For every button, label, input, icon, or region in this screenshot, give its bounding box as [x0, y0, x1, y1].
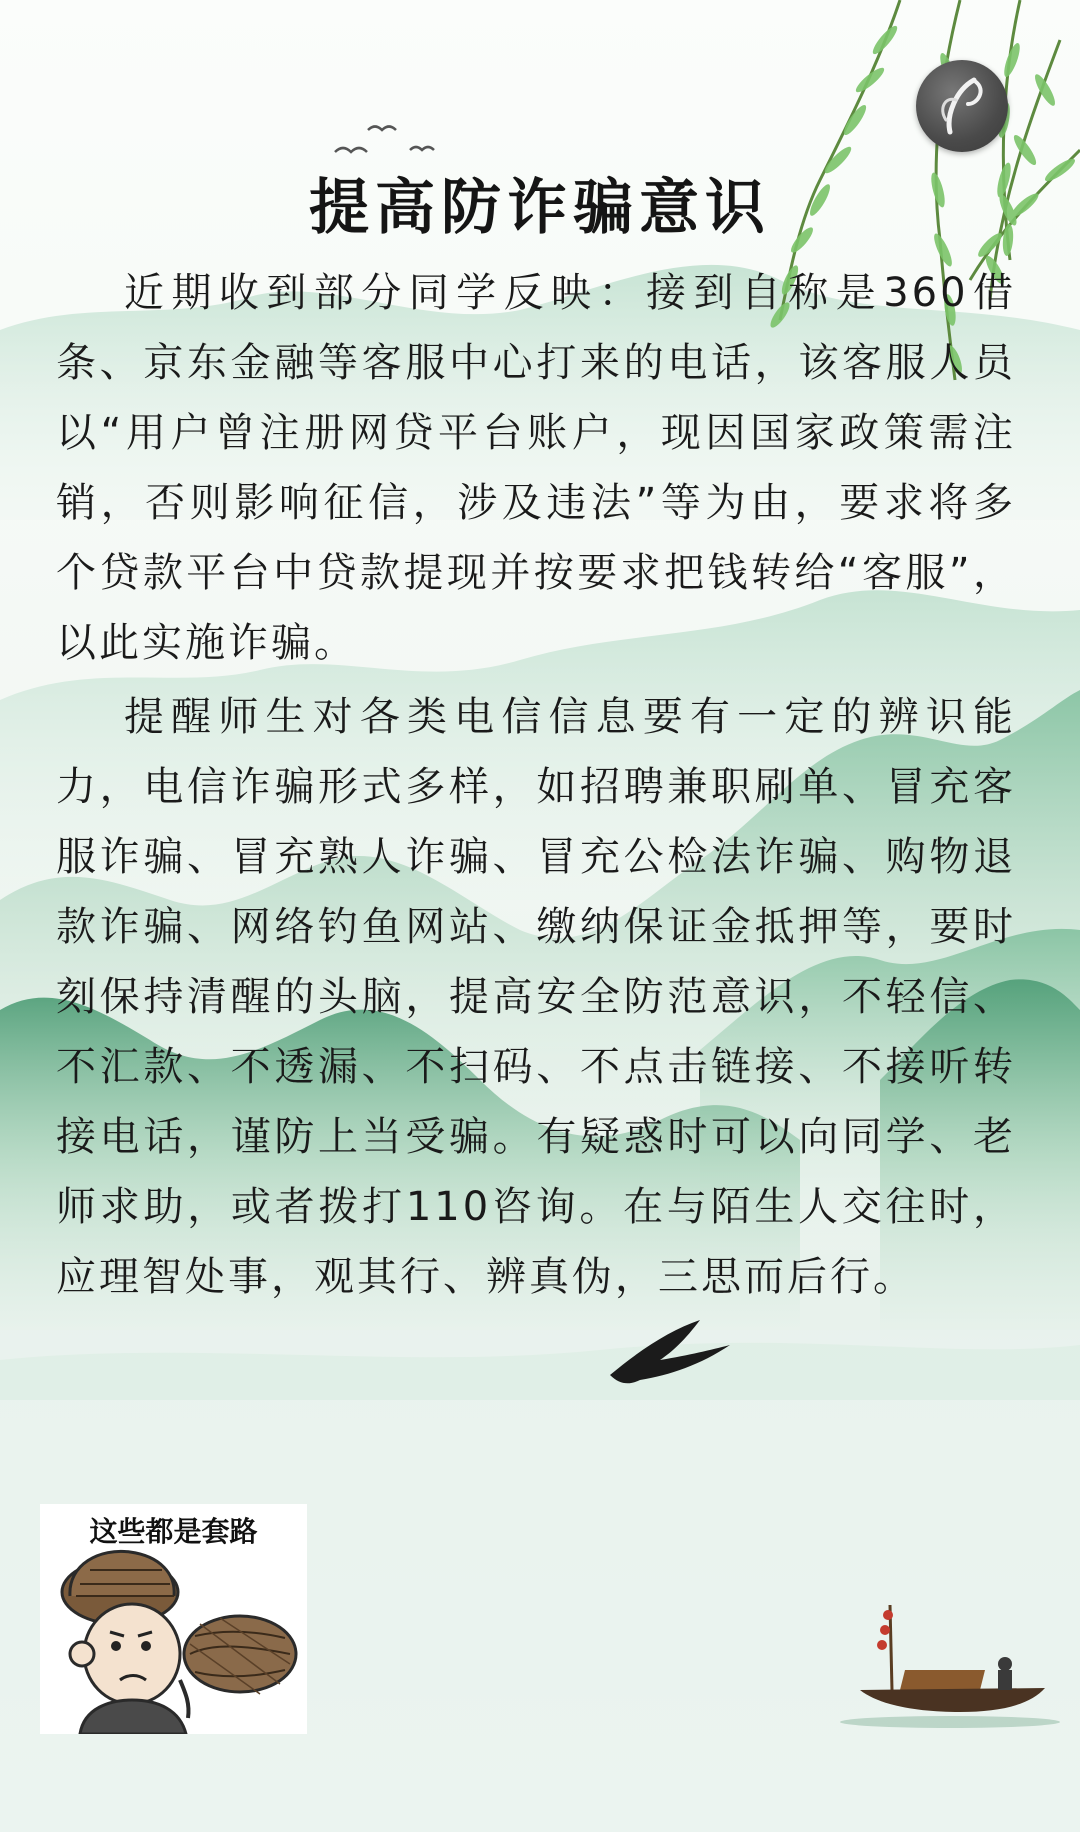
page-title: 提高防诈骗意识 [309, 173, 771, 243]
paragraph-report: 近期收到部分同学反映：接到自称是360借条、京东金融等客服中心打来的电话，该客服人员以“用户曾注册网贷平台账户，现因国家政策需注销，否则影响征信，涉及违法”等为由，要求将多个贷款平台中贷款提现并按要求把钱转给“客服”，以此实施诈骗。 [56, 270, 1016, 666]
birds-icon [335, 127, 434, 153]
paragraph-reminder: 提醒师生对各类电信信息要有一定的辨识能力，电信诈骗形式多样，如招聘兼职刷单、冒充客服诈骗、冒充熟人诈骗、冒充公检法诈骗、购物退款诈骗、网络钓鱼网站、缴纳保证金抵押等，要时刻保持清醒的头脑，提高安全防范意识，不轻信、不汇款、不透漏、不扫码、不点击链接、不接听转接电话，谨防上当受骗。有疑惑时可以向同学、老师求助，或者拨打110咨询。在与陌生人交往时，应理智处事，观其行、辨真伪，三思而后行。 [56, 694, 1016, 1300]
meme-caption: 这些都是套路 [89, 1515, 258, 1548]
meme-image [40, 1504, 307, 1734]
circular-logo-icon [916, 60, 1008, 152]
